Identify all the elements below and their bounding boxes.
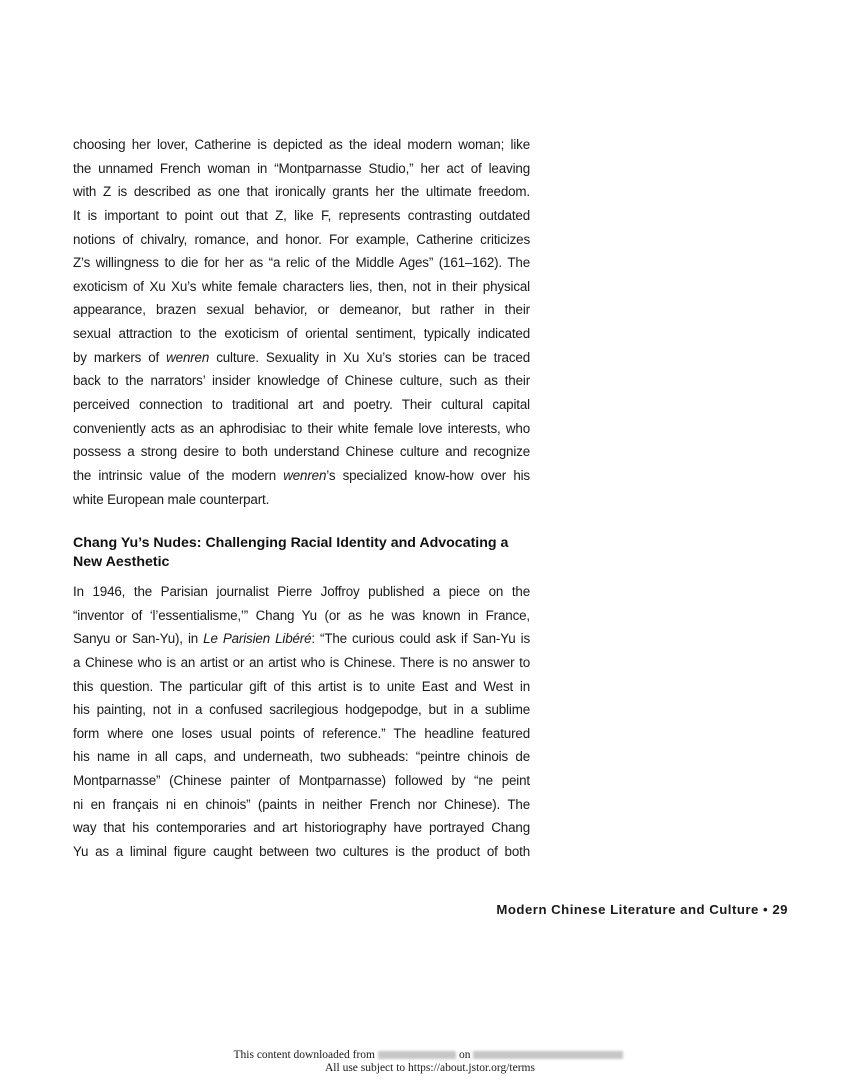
text-segment: Montparnasse” (Chinese painter of Montparnasse) followed by “ne peint bbox=[73, 773, 530, 789]
text-segment: his painting, not in a confused sacrilegious hodgepodge, but in a sublime bbox=[73, 702, 530, 718]
text-line bbox=[73, 793, 530, 817]
text-segment: ’s specialized know-how over his bbox=[326, 467, 530, 483]
text-segment: by markers of bbox=[73, 349, 167, 365]
text-line bbox=[73, 627, 530, 651]
text-line bbox=[73, 298, 530, 322]
text-segment: choosing her lover, Catherine is depicted as the ideal modern woman; like bbox=[73, 137, 530, 152]
text-segment: the intrinsic value of the modern bbox=[73, 467, 284, 483]
text-segment: possess a strong desire to both understand Chinese culture and recognize bbox=[73, 444, 530, 460]
italic-text: wenren bbox=[283, 467, 327, 483]
text-line bbox=[73, 675, 530, 699]
text-segment: his name in all caps, and underneath, two subheads: “peintre chinois de bbox=[73, 749, 530, 765]
text-segment: It is important to point out that Z, like F, represents contrasting outdated bbox=[73, 207, 530, 223]
text-line bbox=[73, 417, 530, 441]
text-segment: appearance, brazen sexual behavior, or demeanor, but rather in their bbox=[73, 302, 530, 318]
text-segment: back to the narrators’ insider knowledge of Chinese culture, such as their bbox=[73, 373, 530, 389]
redacted-ip bbox=[378, 1051, 456, 1059]
text-segment: sexual attraction to the exoticism of oriental sentiment, typically indicated bbox=[73, 326, 530, 342]
text-segment: exoticism of Xu Xu’s white female characters lies, then, not in their physical bbox=[73, 278, 530, 294]
text-line bbox=[73, 440, 530, 464]
redacted-timestamp bbox=[473, 1051, 623, 1059]
download-on: on bbox=[458, 1049, 471, 1061]
text-line bbox=[73, 204, 530, 228]
text-segment: a Chinese who is an artist or an artist who is Chinese. There is no answer to bbox=[73, 654, 530, 670]
text-segment: the unnamed French woman in “Montparnasse Studio,” her act of leaving bbox=[73, 160, 530, 176]
text-segment: Yu as a liminal figure caught between two cultures is the product of both bbox=[73, 844, 530, 860]
italic-text: wenren bbox=[166, 349, 210, 365]
text-line bbox=[73, 651, 530, 675]
section-heading bbox=[73, 534, 508, 572]
heading-line: New Aesthetic bbox=[73, 554, 170, 570]
text-segment: : “The curious could ask if San-Yu is bbox=[311, 631, 530, 647]
text-line bbox=[73, 745, 530, 769]
text-line bbox=[73, 604, 530, 628]
text-segment: perceived connection to traditional art and poetry. Their cultural capital bbox=[73, 397, 530, 413]
text-segment: conveniently acts as an aphrodisiac to their white female love interests, who bbox=[73, 420, 530, 436]
text-segment: Sanyu or San-Yu), in bbox=[73, 631, 204, 647]
text-line bbox=[73, 488, 530, 512]
terms-notice: All use subject to https://about.jstor.org/terms bbox=[325, 1062, 535, 1074]
text-line bbox=[73, 816, 530, 840]
text-line bbox=[73, 228, 530, 252]
running-footer: Modern Chinese Literature and Culture • 29 bbox=[496, 902, 788, 917]
heading-line: Chang Yu’s Nudes: Challenging Racial Identity and Advocating a bbox=[73, 535, 509, 551]
text-line bbox=[73, 840, 530, 864]
text-line bbox=[73, 133, 530, 157]
text-line bbox=[73, 393, 530, 417]
text-line bbox=[73, 322, 530, 346]
text-segment: with Z is described as one that ironically grants her the ultimate freedom. bbox=[73, 184, 530, 200]
text-segment: white European male counterpart. bbox=[73, 491, 270, 507]
text-line bbox=[73, 251, 530, 275]
text-line bbox=[73, 369, 530, 393]
text-segment: this question. The particular gift of this artist is to unite East and West in bbox=[73, 678, 530, 694]
download-prefix: This content downloaded from bbox=[233, 1049, 375, 1061]
italic-text: Le Parisien Libéré bbox=[203, 631, 312, 647]
paragraph-1 bbox=[73, 133, 530, 511]
text-line bbox=[73, 464, 530, 488]
text-line bbox=[73, 769, 530, 793]
text-line bbox=[73, 180, 530, 204]
text-segment: culture. Sexuality in Xu Xu’s stories can be traced bbox=[209, 349, 530, 365]
download-notice bbox=[0, 1049, 860, 1062]
text-segment: “inventor of ‘l’essentialisme,’” Chang Yu (or as he was known in France, bbox=[73, 607, 530, 623]
text-line bbox=[73, 722, 530, 746]
paragraph-2 bbox=[73, 580, 530, 864]
text-segment: notions of chivalry, romance, and honor. For example, Catherine criticizes bbox=[73, 231, 530, 247]
text-line bbox=[73, 580, 530, 604]
text-segment: In 1946, the Parisian journalist Pierre Joffroy published a piece on the bbox=[73, 584, 530, 599]
text-segment: Z’s willingness to die for her as “a relic of the Middle Ages” (161–162). The bbox=[73, 255, 530, 271]
text-segment: form where one loses usual points of reference.” The headline featured bbox=[73, 725, 530, 741]
text-line bbox=[73, 157, 530, 181]
text-segment: way that his contemporaries and art historiography have portrayed Chang bbox=[73, 820, 530, 836]
text-line bbox=[73, 346, 530, 370]
text-segment: ni en français ni en chinois” (paints in neither French nor Chinese). The bbox=[73, 796, 530, 812]
text-line bbox=[73, 275, 530, 299]
text-line bbox=[73, 698, 530, 722]
